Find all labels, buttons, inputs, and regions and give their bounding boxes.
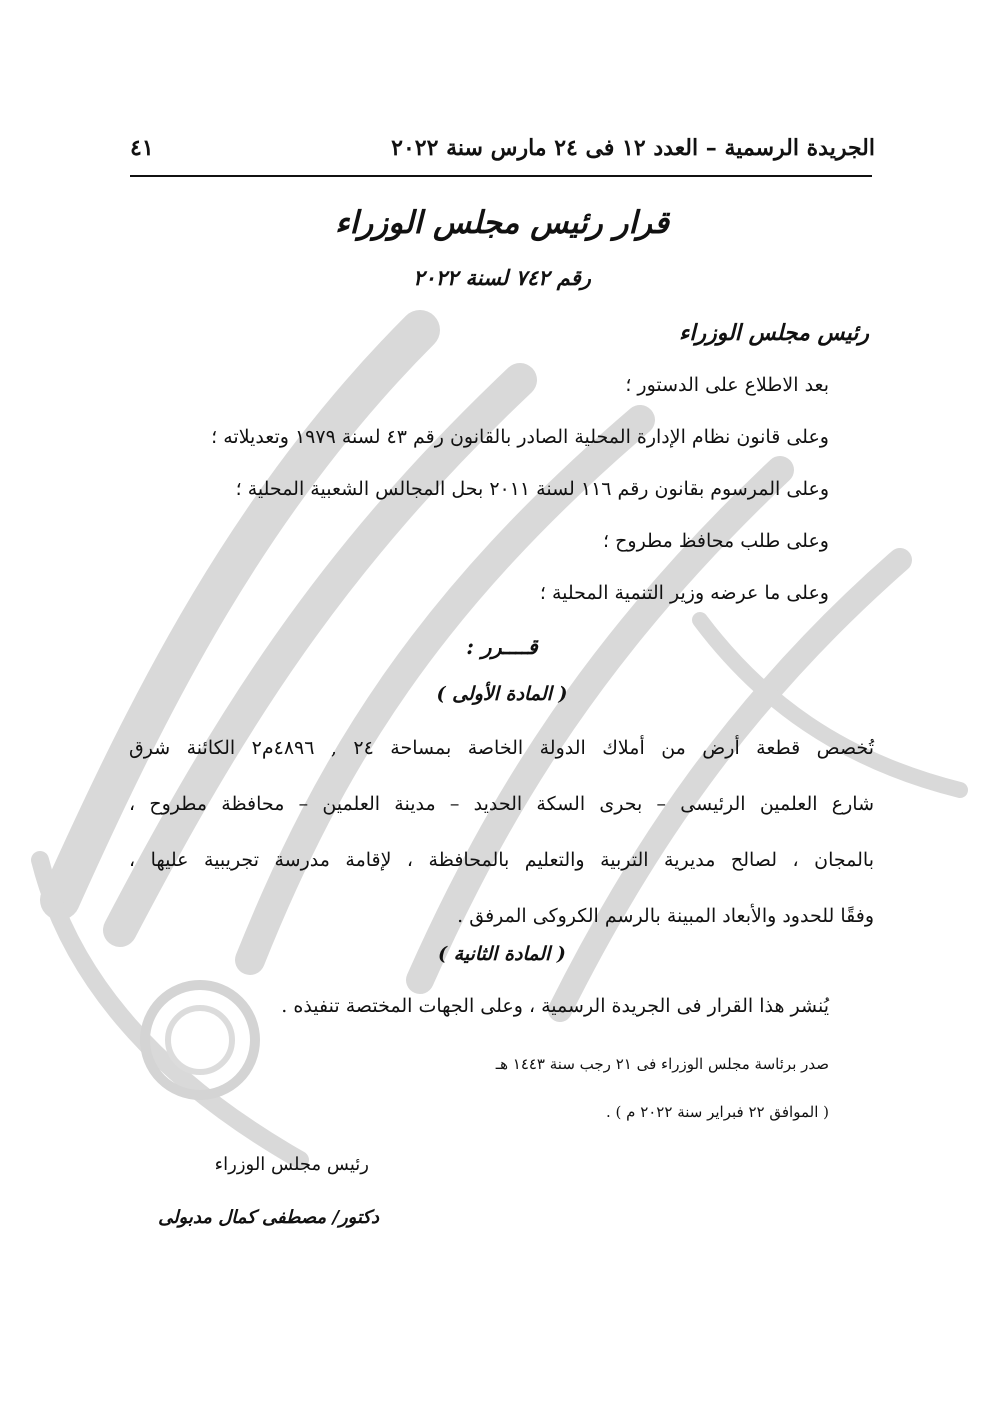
page-header (130, 128, 875, 168)
page-number: ٤١ (130, 135, 154, 161)
article-1-line: تُخصص قطعة أرض من أملاك الدولة الخاصة بمساحة ٢٤ , ٤٨٩٦م٢ الكائنة شرق (129, 737, 874, 759)
preamble-item: بعد الاطلاع على الدستور ؛ (625, 374, 829, 396)
article-2-heading: ( المادة الثانية ) (438, 943, 566, 965)
gregorian-date: ( الموافق ٢٢ فبراير سنة ٢٠٢٢ م ) . (605, 1103, 829, 1121)
article-1-line: شارع العلمين الرئيسى – بحرى السكة الحديد – مدينة العلمين – محافظة مطروح ، (129, 793, 874, 815)
signatory-title: رئيس مجلس الوزراء (214, 1154, 369, 1175)
watermark-seal-icon (145, 985, 255, 1095)
preamble (129, 370, 829, 630)
issuer-heading: رئيس مجلس الوزراء (679, 320, 869, 346)
preamble-item: وعلى ما عرضه وزير التنمية المحلية ؛ (539, 582, 829, 604)
issued-date: صدر برئاسة مجلس الوزراء فى ٢١ رجب سنة ١٤٤٣ هـ (495, 1055, 829, 1073)
article-2-body: يُنشر هذا القرار فى الجريدة الرسمية ، وعلى الجهات المختصة تنفيذه . (281, 995, 829, 1017)
decision-label: قــــرر : (466, 634, 538, 659)
preamble-item: وعلى قانون نظام الإدارة المحلية الصادر بالقانون رقم ٤٣ لسنة ١٩٧٩ وتعديلاته ؛ (211, 426, 829, 448)
article-1-line: بالمجان ، لصالح مديرية التربية والتعليم بالمحافظة ، لإقامة مدرسة تجريبية عليها ، (129, 849, 874, 871)
decree-title: قرار رئيس مجلس الوزراء (335, 205, 669, 241)
article-1-line: وفقًا للحدود والأبعاد المبينة بالرسم الكروكى المرفق . (457, 905, 874, 927)
article-1-heading: ( المادة الأولى ) (436, 683, 568, 705)
signatory-name: دكتور/ مصطفى كمال مدبولى (158, 1207, 379, 1228)
decree-number: رقم ٧٤٢ لسنة ٢٠٢٢ (413, 265, 591, 290)
preamble-item: وعلى طلب محافظ مطروح ؛ (603, 530, 829, 552)
article-1-body (129, 733, 874, 957)
header-divider (130, 175, 872, 177)
issue-line: الجريدة الرسمية – العدد ١٢ فى ٢٤ مارس سنة ٢٠٢٢ (391, 135, 875, 161)
preamble-item: وعلى المرسوم بقانون رقم ١١٦ لسنة ٢٠١١ بحل المجالس الشعبية المحلية ؛ (235, 478, 829, 500)
